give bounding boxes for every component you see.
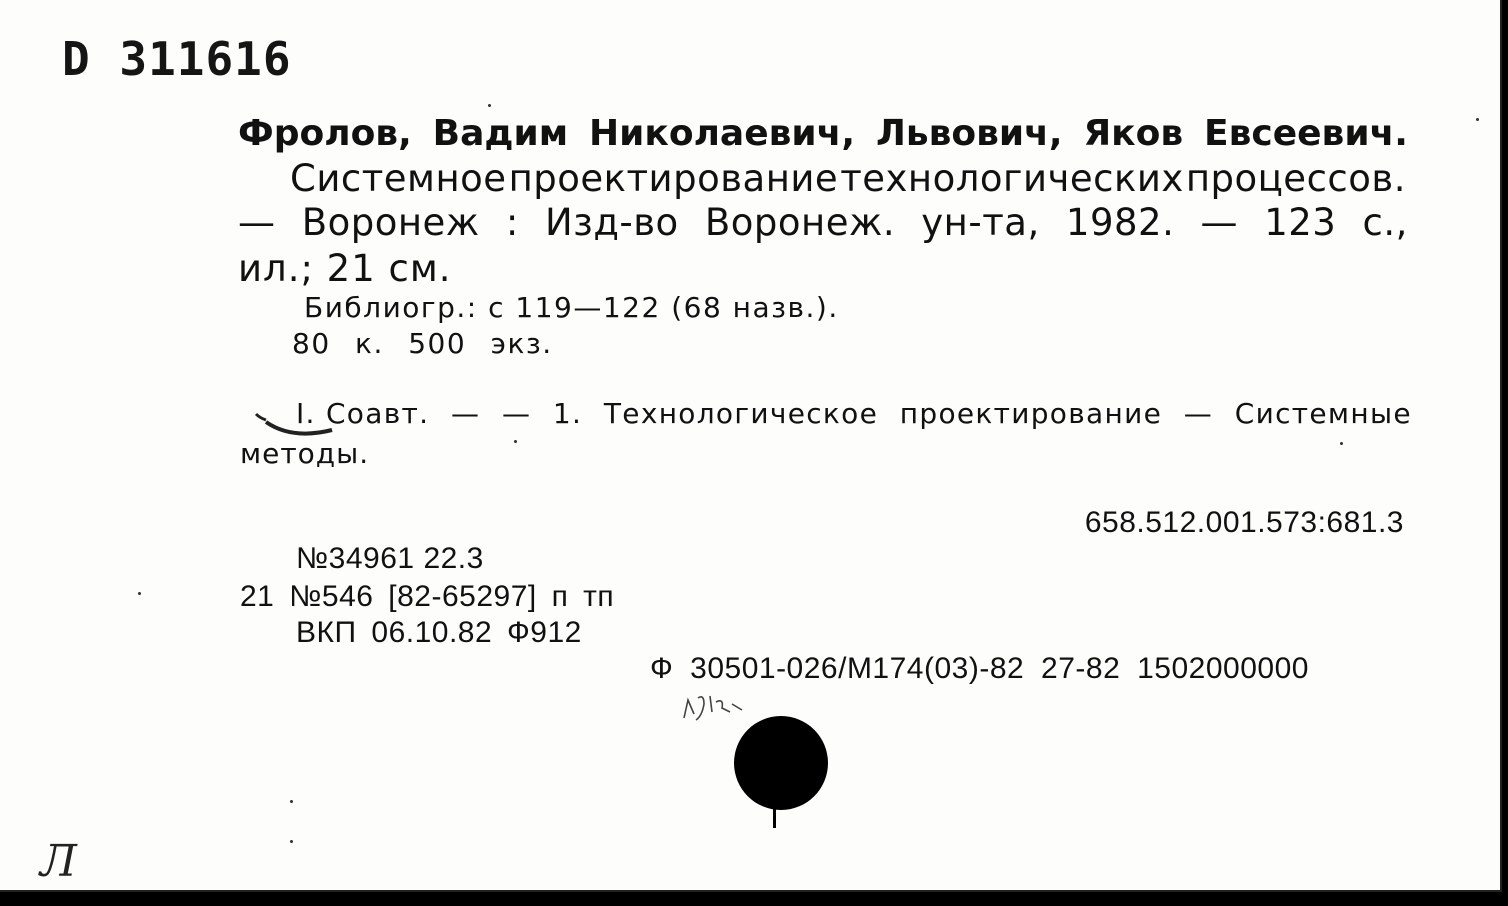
imprint-word: 123 bbox=[1264, 201, 1337, 244]
imprint-word: с., bbox=[1362, 201, 1408, 244]
subjects-line-2: методы. bbox=[240, 437, 370, 470]
author-word: Вадим bbox=[432, 113, 569, 154]
dust-speck bbox=[514, 440, 517, 443]
dust-speck bbox=[488, 104, 491, 107]
imprint-word: : bbox=[505, 201, 519, 244]
subject-word: I. Соавт. bbox=[296, 397, 430, 430]
bibliography-note: Библиогр.: с 119—122 (68 назв.). bbox=[304, 291, 839, 324]
title-word: проектирование bbox=[508, 157, 839, 200]
imprint-word: Воронеж bbox=[301, 201, 480, 244]
pencil-mark: Л bbox=[40, 836, 77, 887]
subject-word: — bbox=[450, 397, 481, 430]
dust-speck bbox=[1476, 118, 1479, 121]
subject-word: Технологическое bbox=[603, 397, 879, 430]
author-word: Николаевич, bbox=[589, 113, 856, 154]
subject-word: Системные bbox=[1234, 397, 1412, 430]
subject-word: проектирование bbox=[899, 397, 1163, 430]
handwritten-initials bbox=[680, 690, 750, 726]
dust-speck bbox=[138, 592, 141, 595]
physical-description: ил.; 21 см. bbox=[238, 247, 452, 290]
author-word: Евсеевич. bbox=[1204, 113, 1408, 154]
title-word: технологических bbox=[840, 157, 1184, 200]
title-line-2 bbox=[238, 201, 1408, 244]
subject-word: — bbox=[1183, 397, 1214, 430]
imprint-word: 1982. bbox=[1065, 201, 1175, 244]
title-word: процессов. bbox=[1185, 157, 1406, 200]
catalog-code: Ф 30501-026/М174(03)-82 27-82 1502000000 bbox=[650, 652, 1309, 685]
imprint-word: — bbox=[1200, 201, 1239, 244]
author-word: Фролов, bbox=[238, 113, 412, 154]
dust-speck bbox=[290, 840, 293, 843]
udc-classification: 658.512.001.573:681.3 bbox=[1084, 506, 1404, 539]
registration-line-2: 21 №546 [82-65297] п тп bbox=[240, 580, 615, 613]
author-word: Львович, bbox=[875, 113, 1063, 154]
dust-speck bbox=[290, 800, 293, 803]
price-copies: 80 к. 500 экз. bbox=[292, 327, 553, 360]
subject-word: — bbox=[501, 397, 532, 430]
subjects-line-1 bbox=[296, 397, 1412, 430]
author-word: Яков bbox=[1083, 113, 1184, 154]
punch-hole bbox=[734, 716, 828, 810]
dust-speck bbox=[1340, 442, 1343, 445]
imprint-word: — bbox=[238, 201, 276, 244]
imprint-word: Воронеж. bbox=[704, 201, 896, 244]
imprint-word: Изд-во bbox=[544, 201, 679, 244]
registration-line-3: ВКП 06.10.82 Ф912 bbox=[296, 616, 582, 649]
registration-line-1: №34961 22.3 bbox=[296, 542, 484, 575]
title-line-1 bbox=[290, 157, 1406, 200]
title-word: Системное bbox=[290, 157, 507, 200]
authors-line bbox=[238, 113, 1408, 154]
subject-word: 1. bbox=[552, 397, 583, 430]
imprint-word: ун-та, bbox=[921, 201, 1040, 244]
punch-hole-mark bbox=[773, 808, 776, 828]
handwritten-call-number: D 311616 bbox=[62, 32, 292, 86]
